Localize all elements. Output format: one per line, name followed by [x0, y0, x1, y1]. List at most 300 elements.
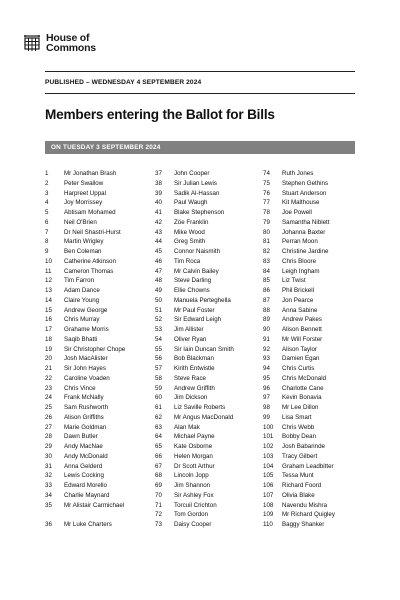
- portcullis-icon: [22, 35, 42, 53]
- member-row: [45, 179, 135, 189]
- member-number: 28: [45, 433, 52, 441]
- member-row: [155, 208, 245, 218]
- member-name: Damien Egan: [282, 355, 320, 363]
- member-name: Jim Allister: [174, 326, 204, 333]
- member-number: 95: [263, 374, 270, 382]
- member-number: 88: [263, 306, 270, 314]
- member-number: 49: [155, 287, 162, 294]
- member-row: [263, 413, 353, 423]
- member-number: 60: [155, 394, 162, 402]
- member-name: Liz Twist: [282, 277, 306, 285]
- member-row: [155, 501, 245, 511]
- member-name: Grahame Morris: [64, 326, 109, 333]
- member-row: [155, 218, 245, 228]
- member-name: Baggy Shanker: [282, 521, 325, 528]
- member-number: 58: [155, 374, 162, 382]
- member-number: 96: [263, 384, 270, 392]
- member-name: Chris Bloore: [282, 257, 317, 265]
- member-row: [45, 442, 135, 452]
- member-number: 92: [263, 345, 270, 353]
- member-row: [45, 413, 135, 423]
- member-row: [263, 189, 353, 199]
- member-name: Paul Waugh: [174, 199, 208, 207]
- member-row: [263, 169, 353, 179]
- member-name: Sir Julian Lewis: [174, 179, 217, 187]
- member-number: 56: [155, 355, 162, 363]
- member-name: Leigh Ingham: [282, 267, 320, 275]
- member-number: 67: [155, 462, 162, 470]
- member-row: [45, 218, 135, 228]
- member-number: 33: [45, 482, 52, 489]
- member-name: Harpreet Uppal: [64, 189, 106, 197]
- member-row: [45, 286, 135, 296]
- member-name: Mr Richard Quigley: [282, 511, 335, 519]
- published-date: PUBLISHED – WEDNESDAY 4 SEPTEMBER 2024: [45, 79, 202, 86]
- member-row: [45, 276, 135, 286]
- member-row: [155, 462, 245, 472]
- member-name: Greg Smith: [174, 238, 206, 246]
- member-number: 73: [155, 521, 162, 528]
- member-row: [263, 247, 353, 257]
- member-row: [263, 257, 353, 267]
- member-name: Kirith Entwistle: [174, 365, 215, 372]
- member-row: [45, 325, 135, 335]
- member-name: Frank McNally: [64, 394, 104, 402]
- logo-text: [46, 33, 96, 53]
- member-name: Josh MacAlister: [64, 355, 108, 363]
- member-row: [45, 423, 135, 433]
- member-name: Mr Lee Dillon: [282, 404, 319, 411]
- member-number: 1: [45, 170, 49, 177]
- member-row: [263, 432, 353, 442]
- member-row: [263, 306, 353, 316]
- member-number: 94: [263, 365, 270, 372]
- member-name: Adam Dance: [64, 287, 100, 294]
- member-row: [263, 520, 353, 530]
- member-name: Alison Bennett: [282, 326, 322, 333]
- member-name: Mr Paul Foster: [174, 306, 215, 314]
- member-name: Mr Alistair Carmichael: [64, 501, 125, 509]
- member-number: 47: [155, 267, 162, 275]
- member-name: Anna Gelderd: [64, 462, 103, 470]
- member-name: Alan Mak: [174, 423, 200, 431]
- member-row: [263, 384, 353, 394]
- member-name: Alison Taylor: [282, 345, 317, 353]
- member-name: Zöe Franklin: [174, 218, 209, 226]
- member-number: 39: [155, 189, 162, 197]
- member-number: 24: [45, 394, 52, 402]
- member-name: Mr Luke Charters: [64, 521, 112, 528]
- member-number: 35: [45, 501, 52, 509]
- member-number: 89: [263, 316, 270, 324]
- member-name: Chris McDonald: [282, 374, 327, 382]
- member-number: 69: [155, 482, 162, 489]
- member-name: Perran Moon: [282, 238, 318, 246]
- member-row: [263, 345, 353, 355]
- member-row: [155, 228, 245, 238]
- member-name: Sir John Hayes: [64, 365, 106, 372]
- member-row: [155, 237, 245, 247]
- member-row: [263, 393, 353, 403]
- member-number: 42: [155, 218, 162, 226]
- member-number: 98: [263, 404, 270, 411]
- member-number: 74: [263, 170, 270, 177]
- member-row: [155, 432, 245, 442]
- member-number: 29: [45, 443, 52, 450]
- member-name: Joy Morrissey: [64, 199, 103, 207]
- member-name: Mr Calvin Bailey: [174, 267, 219, 275]
- member-number: 61: [155, 404, 162, 411]
- member-name: Mr Will Forster: [282, 335, 323, 343]
- member-number: 75: [263, 179, 270, 187]
- member-name: Michael Payne: [174, 433, 215, 441]
- page-title: Members entering the Ballot for Bills: [45, 107, 275, 122]
- member-name: Ben Coleman: [64, 248, 102, 255]
- member-row: [45, 462, 135, 472]
- member-row: [155, 306, 245, 316]
- member-number: 26: [45, 413, 52, 421]
- member-number: 93: [263, 355, 270, 363]
- member-row: [155, 247, 245, 257]
- member-row: [45, 491, 135, 501]
- member-row: [155, 423, 245, 433]
- member-row: [155, 286, 245, 296]
- member-name: Mike Wood: [174, 228, 205, 236]
- member-row: [45, 374, 135, 384]
- member-row: [155, 169, 245, 179]
- member-name: Oliver Ryan: [174, 335, 207, 343]
- member-number: 57: [155, 365, 162, 372]
- member-row: [155, 510, 245, 520]
- member-row: [263, 296, 353, 306]
- member-row: [155, 471, 245, 481]
- mid-rule: [45, 93, 355, 94]
- member-name: Tim Roca: [174, 257, 201, 265]
- member-row: [45, 393, 135, 403]
- member-number: 22: [45, 374, 52, 382]
- member-number: 43: [155, 228, 162, 236]
- member-number: 27: [45, 423, 52, 431]
- member-name: Steve Race: [174, 374, 206, 382]
- member-number: 53: [155, 326, 162, 333]
- member-name: Dawn Butler: [64, 433, 98, 441]
- member-number: 83: [263, 257, 270, 265]
- member-name: Tracy Gilbert: [282, 452, 318, 460]
- member-row: [263, 510, 353, 520]
- member-row: [45, 189, 135, 199]
- member-name: Bob Blackman: [174, 355, 214, 363]
- member-name: Chris Vince: [64, 384, 96, 392]
- member-number: 30: [45, 452, 52, 460]
- member-name: Graham Leadbitter: [282, 462, 334, 470]
- member-number: 25: [45, 404, 52, 411]
- member-name: Bobby Dean: [282, 433, 317, 441]
- member-number: 54: [155, 335, 162, 343]
- member-row: [263, 403, 353, 413]
- member-row: [45, 354, 135, 364]
- members-column-2: [155, 169, 245, 530]
- member-name: Anna Sabine: [282, 306, 318, 314]
- member-number: 107: [263, 491, 274, 499]
- member-row: [45, 315, 135, 325]
- member-name: Martin Wrigley: [64, 238, 104, 246]
- member-number: 59: [155, 384, 162, 392]
- member-row: [155, 481, 245, 491]
- member-name: Christine Jardine: [282, 248, 329, 255]
- member-row: [263, 218, 353, 228]
- member-row: [45, 403, 135, 413]
- member-row: [45, 296, 135, 306]
- member-name: Lewis Cocking: [64, 472, 104, 480]
- member-number: 17: [45, 326, 52, 333]
- member-number: 14: [45, 296, 52, 304]
- member-row: [45, 520, 135, 530]
- member-row: [263, 267, 353, 277]
- member-number: 72: [155, 511, 162, 519]
- member-number: 84: [263, 267, 270, 275]
- top-rule: [45, 71, 355, 72]
- member-name: Olivia Blake: [282, 491, 315, 499]
- member-number: 62: [155, 413, 162, 421]
- member-row: [155, 335, 245, 345]
- member-name: Andy MacNae: [64, 443, 103, 450]
- member-number: 44: [155, 238, 162, 246]
- date-band: [45, 141, 355, 154]
- members-column-3: [263, 169, 353, 530]
- member-row: [263, 335, 353, 345]
- member-number: 97: [263, 394, 270, 402]
- member-number: 103: [263, 452, 274, 460]
- member-name: Kate Osborne: [174, 443, 213, 450]
- member-row: [263, 325, 353, 335]
- member-number: 21: [45, 365, 52, 372]
- member-number: 99: [263, 413, 270, 421]
- logo-line2: Commons: [46, 42, 96, 54]
- member-name: Andrew Griffith: [174, 384, 215, 392]
- member-number: 34: [45, 491, 52, 499]
- member-row: [155, 491, 245, 501]
- member-number: 50: [155, 296, 162, 304]
- members-column-1: [45, 169, 135, 530]
- member-number: 9: [45, 248, 49, 255]
- member-number: 36: [45, 521, 52, 528]
- member-name: Richard Foord: [282, 482, 322, 489]
- member-number: 87: [263, 296, 270, 304]
- member-number: 51: [155, 306, 162, 314]
- member-name: Tessa Munt: [282, 472, 314, 480]
- member-row: [155, 393, 245, 403]
- member-name: Tim Farron: [64, 277, 95, 285]
- member-row: [263, 452, 353, 462]
- member-name: Helen Morgan: [174, 452, 213, 460]
- member-number: 70: [155, 491, 162, 499]
- member-name: Chris Webb: [282, 423, 315, 431]
- member-row: [155, 520, 245, 530]
- member-number: 40: [155, 199, 162, 207]
- member-row: [155, 325, 245, 335]
- member-name: Sadik Al-Hassan: [174, 189, 220, 197]
- member-number: 78: [263, 209, 270, 216]
- member-number: 3: [45, 189, 49, 197]
- member-number: 55: [155, 345, 162, 353]
- member-row: [155, 198, 245, 208]
- member-number: 46: [155, 257, 162, 265]
- member-row: [155, 413, 245, 423]
- date-band-label: ON TUESDAY 3 SEPTEMBER 2024: [51, 144, 161, 151]
- member-row: [263, 481, 353, 491]
- member-row: [263, 237, 353, 247]
- member-row: [45, 452, 135, 462]
- member-number: 105: [263, 472, 274, 480]
- member-row: [45, 169, 135, 179]
- member-row: [155, 267, 245, 277]
- member-number: 66: [155, 452, 162, 460]
- member-row: [263, 501, 353, 511]
- member-name: Mr Angus MacDonald: [174, 413, 234, 421]
- member-number: 82: [263, 248, 270, 255]
- member-row: [263, 364, 353, 374]
- member-row: [155, 296, 245, 306]
- member-row: [45, 198, 135, 208]
- member-row: [155, 345, 245, 355]
- member-name: Connor Naismith: [174, 248, 221, 255]
- member-number: 108: [263, 501, 274, 509]
- member-name: Marie Goldman: [64, 423, 107, 431]
- member-row: [155, 403, 245, 413]
- member-row: [155, 189, 245, 199]
- member-number: 37: [155, 170, 162, 177]
- member-row: [45, 335, 135, 345]
- member-name: Dr Scott Arthur: [174, 462, 215, 470]
- member-name: Stuart Anderson: [282, 189, 327, 197]
- member-name: Jon Pearce: [282, 296, 314, 304]
- member-name: Charlotte Cane: [282, 384, 324, 392]
- member-row: [45, 384, 135, 394]
- member-name: Manuela Perteghella: [174, 296, 231, 304]
- member-name: Josh Babarinde: [282, 443, 325, 450]
- member-number: 19: [45, 345, 52, 353]
- member-number: 64: [155, 433, 162, 441]
- member-name: Stephen Gethins: [282, 179, 329, 187]
- member-name: Catherine Atkinson: [64, 257, 116, 265]
- member-number: 5: [45, 209, 49, 216]
- member-number: 63: [155, 423, 162, 431]
- member-row: [263, 374, 353, 384]
- member-number: 104: [263, 462, 274, 470]
- member-number: 86: [263, 287, 270, 294]
- member-number: 38: [155, 179, 162, 187]
- member-name: Samantha Niblett: [282, 218, 330, 226]
- member-name: Ellie Chowns: [174, 287, 210, 294]
- member-number: 80: [263, 228, 270, 236]
- member-number: 68: [155, 472, 162, 480]
- member-number: 41: [155, 209, 162, 216]
- member-name: Chris Curtis: [282, 365, 315, 372]
- member-name: Chris Murray: [64, 316, 100, 324]
- member-row: [263, 442, 353, 452]
- member-row: [155, 257, 245, 267]
- member-name: Sam Rushworth: [64, 404, 109, 411]
- member-row: [45, 247, 135, 257]
- member-name: Phil Brickell: [282, 287, 314, 294]
- member-name: Andrew George: [64, 306, 108, 314]
- member-number: 2: [45, 179, 49, 187]
- member-number: 79: [263, 218, 270, 226]
- member-name: Neil O'Brien: [64, 218, 97, 226]
- member-number: 109: [263, 511, 274, 519]
- member-number: 77: [263, 199, 270, 207]
- member-name: Sir Iain Duncan Smith: [174, 345, 234, 353]
- member-name: Jim Dickson: [174, 394, 208, 402]
- member-number: 71: [155, 501, 162, 509]
- member-number: 102: [263, 443, 274, 450]
- member-row: [263, 471, 353, 481]
- member-row: [45, 501, 135, 521]
- member-number: 20: [45, 355, 52, 363]
- member-name: Mr Jonathan Brash: [64, 170, 117, 177]
- member-number: 110: [263, 521, 273, 528]
- member-name: Blake Stephenson: [174, 209, 225, 216]
- member-row: [155, 179, 245, 189]
- member-row: [45, 364, 135, 374]
- member-number: 65: [155, 443, 162, 450]
- member-number: 23: [45, 384, 52, 392]
- member-row: [155, 384, 245, 394]
- member-row: [263, 208, 353, 218]
- member-number: 31: [45, 462, 52, 470]
- member-number: 15: [45, 306, 52, 314]
- member-name: Navendu Mishra: [282, 501, 328, 509]
- member-row: [45, 237, 135, 247]
- member-number: 32: [45, 472, 52, 480]
- member-row: [45, 481, 135, 491]
- member-name: Tom Gordon: [174, 511, 209, 519]
- member-number: 12: [45, 277, 52, 285]
- member-name: Torcuil Crichton: [174, 501, 217, 509]
- member-name: Lisa Smart: [282, 413, 312, 421]
- member-number: 91: [263, 335, 270, 343]
- member-row: [263, 179, 353, 189]
- member-row: [263, 315, 353, 325]
- member-name: Sir Christopher Chope: [64, 345, 126, 353]
- member-name: Peter Swallow: [64, 179, 104, 187]
- member-row: [263, 491, 353, 501]
- member-number: 16: [45, 316, 52, 324]
- member-number: 45: [155, 248, 162, 255]
- member-name: Charlie Maynard: [64, 491, 110, 499]
- member-row: [45, 345, 135, 355]
- member-number: 48: [155, 277, 162, 285]
- member-row: [263, 423, 353, 433]
- member-name: John Cooper: [174, 170, 210, 177]
- member-number: 81: [263, 238, 270, 246]
- logo-line1: House of: [46, 32, 90, 44]
- member-number: 85: [263, 277, 270, 285]
- member-name: Abtisam Mohamed: [64, 209, 116, 216]
- member-name: Lincoln Jopp: [174, 472, 209, 480]
- member-row: [45, 432, 135, 442]
- member-row: [155, 452, 245, 462]
- member-number: 4: [45, 199, 49, 207]
- member-name: Andrew Pakes: [282, 316, 322, 324]
- member-row: [45, 208, 135, 218]
- member-name: Sir Ashley Fox: [174, 491, 214, 499]
- member-row: [155, 442, 245, 452]
- member-row: [45, 267, 135, 277]
- member-name: Saqib Bhatti: [64, 335, 98, 343]
- member-row: [45, 257, 135, 267]
- member-name: Dr Neil Shastri-Hurst: [64, 228, 121, 236]
